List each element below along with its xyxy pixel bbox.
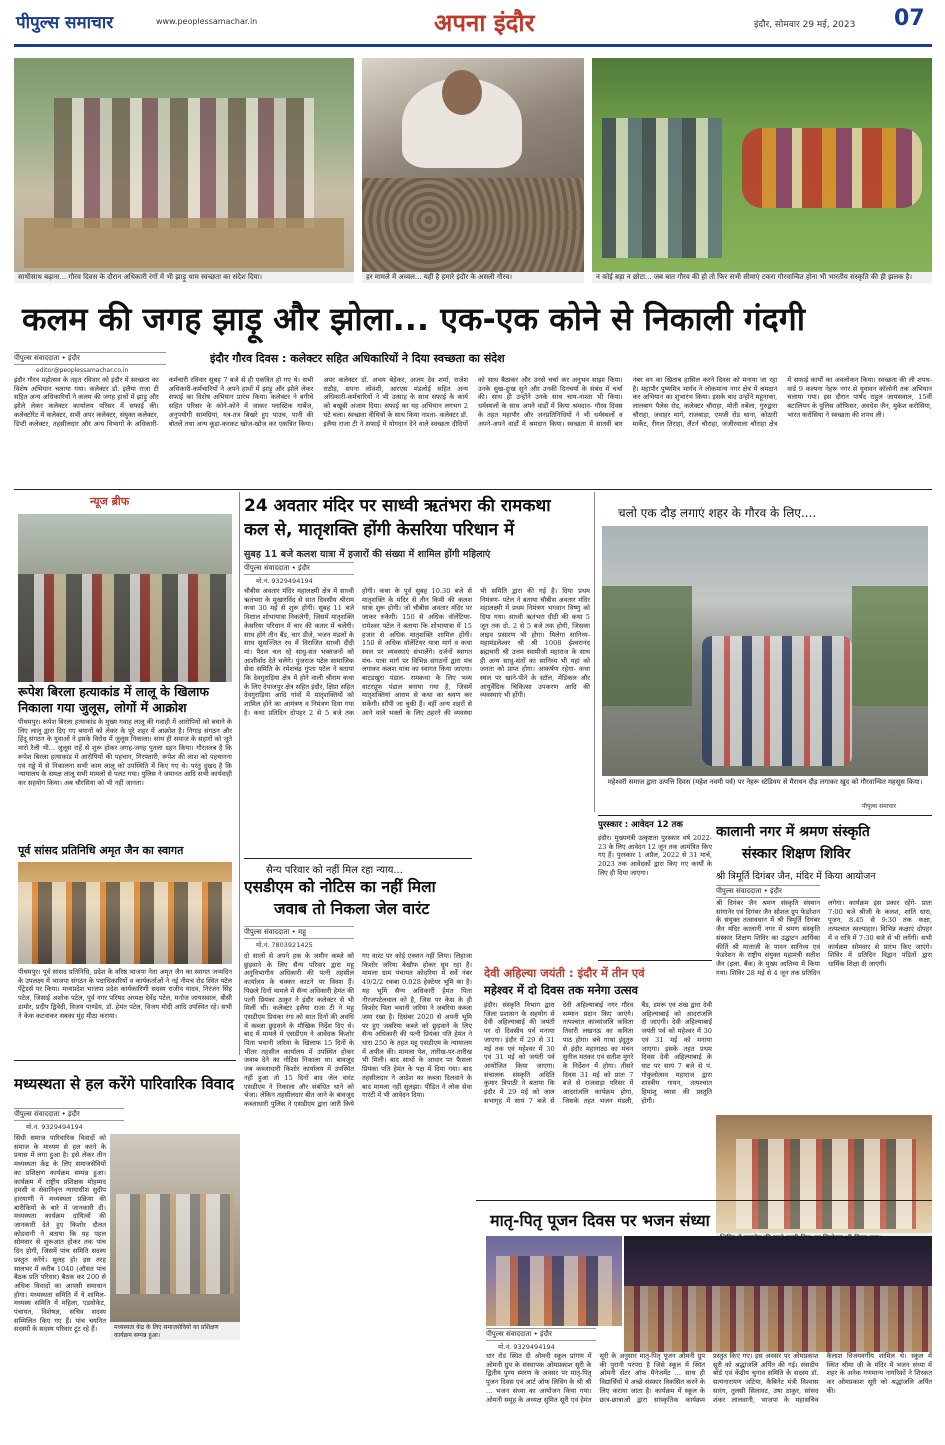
lead-byline: पीपुल्स संवाददाता • इंदौर xyxy=(14,352,166,365)
kalani-headline-1: कालानी नगर में श्रमण संस्कृति xyxy=(716,824,870,840)
mediation-top-rule xyxy=(14,1060,236,1061)
marathon-title: चलो एक दौड़ लगाएं शहर के गौरव के लिए.... xyxy=(618,506,817,520)
kalani-byline: पीपुल्स संवाददाता • इंदौर xyxy=(716,885,820,898)
photo-garbage-pickup xyxy=(362,58,584,283)
kalani-subhead: श्री त्रिमूर्ति दिगंबर जैन, मंदिर में किया आयोजन xyxy=(716,871,876,882)
ahilya-headline-1: देवी अहिल्या जयंती : इंदौर में तीन एवं xyxy=(484,966,645,980)
ahilya-story xyxy=(484,965,712,1197)
photo-bhajan-felicitation xyxy=(486,1236,622,1326)
photo-caption-1: साथीसाथ बढ़ाना... गौरव दिवस के दौरान अधिकारी रंगों में भी झाड़ू थाम स्वच्छता का संदेश दिया। xyxy=(14,272,354,283)
brief-body-2: पीथमपुर। पूर्व सांसद प्रतिनिधि, प्रदेश के वरिष्ठ भाजपा नेता अमृत जैन का स्वागत जन्मदिन के उपलक्ष्य में भाजपा संगठन के पदाधिकारियों व कार्यकर्ताओं ने नई नीमच रोड स्थित पटेल पेंट्रेडर्स पर किया। मध्यप्रदेश भाजपा प्रदेश कार्यकारिणी सदस्य राजीव यादव, निरंजन सिंह पटेल, जिसाई अशोक पटेल, पूर्व नगर परिषद अध्यक्ष देवेंद्र पटेल, मनोज जायसवाल, बीसी डामोर, प्रदीप द्विवेदी, विजय पाण्डेय, डॉ. हेमंत पटेल, विजय मोदी आदि उपस्थित रहे। सभी ने केक कटवाकर सबका मुंह मीठा कराया। xyxy=(18,968,232,1020)
award-headline: पुरस्कार : आवेदन 12 तक xyxy=(598,820,683,830)
brief-headline-1: रूपेश बिरला हत्याकांड में लालू के खिलाफ निकाला गया जुलूस, लोगों में आक्रोश xyxy=(18,684,209,715)
bhajan-headline: मातृ-पितृ पूजन दिवस पर भजन संध्या xyxy=(490,1211,710,1230)
photo-caption-2: हर मामले में अव्वल... यहीं है हमारे इंदौर के असली गौरव। xyxy=(362,272,584,283)
photo-marathon-run xyxy=(602,526,928,776)
kalani-headline-2: संस्कार शिक्षण शिविर xyxy=(742,846,851,862)
photo-collector-brooms xyxy=(14,58,354,283)
ramkatha-byline: पीपुल्स संवाददाता • इंदौर xyxy=(244,562,354,575)
brand-logo: पीपुल्स समाचार xyxy=(16,13,114,33)
col-rule-1 xyxy=(239,492,240,1055)
dateline: इंदौर, सोमवार 29 मई, 2023 xyxy=(754,20,856,30)
marathon-credit: पीपुल्स समाचार xyxy=(862,803,897,810)
bhajan-body: धार रोड स्थित दी ओमनी स्कूल प्रांगण में ओमनी ग्रुप के संस्थापक ओमप्रकाश सूरी के द्वितीय पुण्य स्मरण के अवसर पर मातृ-पितृ पूजन दिवस एवं आर्ट ऑफ लिविंग के श्री श्री ... भजन संध्या का आयोजन किया गया। ओमनी समूह के अध्यक्ष सुमित सूरी एवं हेमंत सूरी के अनुसार मातृ-पितृ पूजन ओमनी ग्रुप की पुरानी परंपरा है जिसे स्कूल में स्थित ओमनी सेंटर ऑफ मैनेजमेंट ... साथ ही विद्यार्थियों में अच्छे संस्कार विकसित करने के लिए कराया जाता है। कार्यक्रम में स्कूल के छात्र-छात्राओं द्वारा सांस्कृतिक कार्यक्रम प्रस्तुत किए गए। इस अवसर पर ओमप्रकाश सूरी को श्रद्धांजलि अर्पित की गई। संसदीय बोर्ड एवं केंद्रीय चुनाव समिति के सदस्य डॉ. सत्यनारायण जटिया, कैबिनेट मंत्री विश्वास सारंग, तुलसी सिलावट, उषा ठाकुर, सांसद शंकर लालवानी, भाजपा के महासचिव कैलाश विजयवर्गीय शामिल थे। स्कूल में स्थित श्रीमा जी के मंदिर में भजन संध्या में शहर के अनेक गणमान्य नागरिकों ने शिरकत कर ओमप्रकाश सूरी को श्रद्धांजलि अर्पित की। xyxy=(486,1352,932,1404)
sdm-story xyxy=(244,858,472,1438)
mediation-headline: मध्यस्थता से हल करेंगे पारिवारिक विवाद xyxy=(14,1075,234,1093)
photo-bhajan-sandhya xyxy=(624,1236,932,1352)
news-brief xyxy=(14,492,236,1055)
mediation-body: सिंधी समाज पारिवारिक विवादों को समाज के माध्यम से हल करने के प्रयास में लगा हुआ है। इसे लेकर तीन मध्यस्थता केंद्र के लिए समाजसेवियों का प्रशिक्षण कार्यक्रम सम्पन्न हुआ। कार्यक्रम में राष्ट्रीय प्रशिक्षक मोहम्मद हमसी व सेवानिवृत्त न्यायाधीश सुदीप हारयाणी ने मध्यस्थता प्रक्रिया की बारीकियों के बारे में जानकारी दी। मध्यस्थता कार्यक्रम दायित्वों की जानकारी देते हुए किशोर दौलत कोडवानी ने बताया कि यह पहल सोमवार से शुरूआत होकर तक पांच दिन होगी, जिसमें पांच समिति सदस्य प्रस्तुत करेंगे। सुलह हो। इस तरह सालभर में करीब 1040 (औसत पांच बैठक प्रति परिवार) बैठक कर 200 से अधिक विवादों का आपसी समाधान होगा। मध्यस्थता समिति में ये शामिल- मध्यस्थ समिति में महिला, एडवोकेट, पंचायत, विशेषज्ञ, सचिव सदस्य सम्मिलित किए गए हैं। पांच चयनित सदस्यों के सदस्य परिवार टूट रहे हैं। xyxy=(14,1134,106,1334)
masthead-rule xyxy=(14,44,932,47)
photo-breakfast-lawn xyxy=(592,58,932,283)
mediation-byline: पीपुल्स संवाददाता • इंदौर xyxy=(14,1108,124,1121)
bhajan-top-rule xyxy=(476,1200,932,1201)
photo-protest-march xyxy=(18,514,232,682)
page-number: 07 xyxy=(894,6,925,31)
ahilya-body: इंदौर। संस्कृति विभाग द्वारा जिला प्रशासन के सहयोग से देवी अहिल्याबाई की जयंती पर दो दिवसीय पर्व मनाया जाएगा। इंदौर में 29 से 31 मई तक एवं महेश्वर में 30 एवं 31 मई को जयंती पर्व आयोजित किया जाएगा। संचालक संस्कृति अदिति कुमार त्रिपाठी ने बताया कि इंदौर में 29 मई को जाल सभागृह में सायं 7 बजे से देवी अहिल्याबाई नगर गौरव सम्मान प्रदान किए जाएंगे। तत्पश्चात काव्यांजलि कविता तिवारी लखनऊ का कविता पाठ होगा। बचे गाथा इंदुतुरु से इंदौर महानाट्य का मंचन सुनील मतकर एवं सतीश मुंगरे के निर्देशन में होगा। तीसरे दिवस 31 मई को प्रातः 7 बजे से राजवाड़ा परिसर में आदरांजलि कार्यक्रम होगा, जिसके तहत भजन मंडली, बैंड, डमरू एवं शंख द्वारा देवी अहिल्याबाई को आदरांजलि दी जाएगी। देवी अहिल्याबाई जयंती पर्व को महेश्वर में 30 एवं 31 मई को मनाया जाएगा। इसके तहत प्रथम दिवस देवी अहिल्याबाई के घाट पर सायं 7 बजे से पं. गोकुलोत्सव महाराज द्वारा शास्त्रीय गायन, तत्पश्चात हिमांशु व्यास की प्रस्तुति होगी। xyxy=(484,1001,712,1105)
news-brief-tag: न्यूज ब्रीफ xyxy=(90,495,130,508)
kalani-story xyxy=(716,819,932,1113)
ahilya-headline-2: महेश्वर में दो दिवस तक मनेगा उत्सव xyxy=(484,983,639,997)
ramkatha-headline-2: कल से, मातृशक्ति होंगी केसरिया परिधान में xyxy=(244,520,515,540)
sdm-headline-2: जवाब तो निकला जेल वारंट xyxy=(274,900,430,918)
mediation-photo-caption: मध्यस्थता केंद्र के लिए समाजसेवियों का प्रशिक्षण कार्यक्रम सम्पन्न हुआ। xyxy=(110,1322,240,1340)
photo-mediation-training xyxy=(110,1134,240,1322)
mediation-mobile: मो.नं. 9329494194 xyxy=(26,1123,83,1131)
website-url[interactable]: www.peoplessamachar.in xyxy=(156,17,258,26)
kalani-body: श्री दिगंबर जैन श्रमण संस्कृति संस्थान सांगानेर एवं दिगंबर जैन सोशल ग्रुप फेडरेशन के संयुक्त तत्वावधान में श्री त्रिमूर्ति दिगंबर जैन मंदिर कालानी नगर में श्रमण संस्कृति संस्कार शिक्षण शिविर का उद्घाटन आर्यिका कीर्ति श्री माताजी के पावन सानिध्य एवं फेडरेशन के राष्ट्रीय संयुक्त महामंत्री सतीश जैन (इला. बैंक) के मुख्य आतिथ्य में किया गया। शिविर 28 मई से 4 जून तक प्रतिदिन लगेगा। कार्यक्रम इस प्रकार रहेंगे- प्रातः 7:00 बजे श्रीजी के कलश, शांति धारा, पूजन, 8.45 से 9:30 तक कक्षा, तत्पश्चात स्वल्पाहार। विभिन्न कक्षाएं दोपहर में व रात्रि में 7:30 बजे से भी लगेंगी। सभी कार्यक्रम सोमवार से प्रारंभ किए जाएंगे। शिविर में प्रतिदिन विद्वान पंडितों द्वारा धार्मिक शिक्षा दी जाएगी। xyxy=(716,899,932,977)
award-story xyxy=(598,819,712,959)
marathon-feature xyxy=(598,492,932,814)
lead-story xyxy=(14,290,932,486)
masthead xyxy=(0,0,945,56)
ramkatha-subhead: सुबह 11 बजे कलश यात्रा में हजारों की संख्या में शामिल होंगी महिलाएं xyxy=(244,549,491,560)
photo-amrit-jain-welcome xyxy=(18,862,232,964)
lead-subhead: इंदौर गौरव दिवस : कलेक्टर सहित अधिकारियों ने दिया स्वच्छता का संदेश xyxy=(210,352,505,365)
sdm-top-rule xyxy=(244,858,472,859)
ramkatha-story xyxy=(244,492,590,856)
sdm-byline: पीपुल्स संवाददाता • महू xyxy=(244,926,354,939)
marathon-caption: महेश्वरी समाज द्वारा उत्पत्ति दिवस (महेश नवमी पर्व) पर नेहरू स्टेडियम से मैराथन दौड़ लगाकर खुद को गौरवान्वित महसूस किया। xyxy=(607,778,923,786)
lead-email: editor@peoplessamachar.co.in xyxy=(36,367,129,374)
marathon-rule xyxy=(598,815,932,816)
sdm-headline-1: एसडीएम को नोटिस का नहीं मिला xyxy=(244,878,436,896)
col-rule-2 xyxy=(594,492,595,812)
section-title: अपना इंदौर xyxy=(434,9,535,37)
ramkatha-mobile: मो.नं. 9329494194 xyxy=(256,577,313,585)
lead-rule xyxy=(14,489,932,490)
sdm-mobile: मो.नं. 7803921425 xyxy=(256,941,313,949)
sdm-body: दो सालों से अपने हक के जमीन कब्जे को छुड़वाने के लिए सैन्य परिवार द्वारा महू अनुविभागीय अधिकारी की पत्नी तहसील कार्यालय के चक्कर काटने पर विवश हैं। पिछले दिनों मामले में सैन्य अधिकारी हेमंत की पत्नी प्रियंका ठाकुर ने इंदौर कलेक्टर से भी मिलीं थीं। कलेक्टर इलैया राजा टी ने महू एसडीएम प्रियंका रंगा को सात दिनों की अवधि में कब्जा छुड़वाने के मौखिक निर्देश दिए थे। बाद में मामले में एसडीएम ने आवेदक किशोर पिता भवानी जरिया के खिलाफ 15 दिनों के भीतर तहसील कार्यालय में उपस्थित होकर जवाब देने का नोटिस निकाला था। बावजूद जब कब्जाधारी किशोर कार्यालय में उपस्थित नहीं हुआ तो 15 दिनों बाद जेल वारंट एसडीएम ने निकाला और संबंधित थाने को भेजा। लेकिन तहसीलदार बीत जाने के बावजूद कब्जाधारी पुलिस ने एसडीएम द्वारा जारी किये गए वारंट पर कोई एक्शन नहीं लिया। लिहाजा किशोर जरिया बेखौफ होकर घूम रहा है। मामला ग्राम पंचायत कोदरिया में सर्वे नंबर 49/2/2 रकबा 0.028 हेक्टेयर भूमि का है। यह भूमि सैन्य अधिकारी हेमंत पिता नीरजपटेलवाल को है, जिस पर केस के ही किशोर पिता भवानी जरिया ने जबरिया कब्जा जमा रखा है। दिसंबर 2020 से अपनी भूमि पर हुए जबरिया कब्जे को छुड़वाने के लिए सैन्य अधिकारी की पत्नी प्रियंका पति हेमंत ने धारा 250 के तहत महू एसडीएम के न्यायालय में अपील की। मामला पेश, तारीख-पर-तारीख भी मिली। बाद साथों के आधार पर फैसला प्रियंका पति हेमंत के पक्ष में दिया गया। बाद तहसीलदार ने आदेश का कब्जा दिलवाने के बाद मामला नहीं सुलझा। पीड़ित ने लोक सेवा गारंटी में भी आवेदन दिया। xyxy=(244,952,472,1108)
photo-caption-3: न कोई बड़ा न छोटा... जब बात गौरव की हो तो फिर सभी सीमाएं टकरा गौरवान्वित होना भी भारतीय संस्कृति की ही झलक है। xyxy=(592,272,932,283)
lead-body: इंदौर गौरव महोत्सव के तहत रविवार को इंदौर में स्वच्छता का विशेष अभियान चलाया गया। कलेक्टर डॉ. इलैया राजा टी सहित अन्य अधिकारियों ने कलम की जगह हाथों में झाड़ू और झोले लेकर कलेक्टर कार्यालय परिसर में सफाई की। कलेक्टोरेट में कलेक्टर, सभी अपर कलेक्टर, संयुक्त कलेक्टर, डिप्टी कलेक्टर, तहसीलदार और अन्य विभागों के अधिकारी-कर्मचारी रविवार सुबह 7 बजे से ही एकत्रित हो गए थे। सभी अधिकारी-कर्मचारियों ने अपने हाथों में झाड़ू और झोले लेकर सफाई का विशेष अभियान प्रारंभ किया। कलेक्टर ने बगीचे सहित परिसर के कोने-कोने में जाकर प्लास्टिक गार्बेज, अनुपयोगी सामग्रियां, यत्र-तत्र बिखरे हुए पाउच, पानी की बोतलें तथा अन्य कूड़ा-करकट खोज-खोज कर एकत्रित किया। अपर कलेक्टर डॉ. अभय बेड़ेकर, अजय देव शर्मा, राजेश राठौड़, सपना लोवंशी, आरएस मंडलोई सहित अन्य अधिकारी-कर्मचारियों ने भी उत्साह के साथ सफाई के कार्य को बखूबी अंजाम दिया। सफाई का यह अभियान लगभग 2 घंटे चला। स्वच्छता वीथियों के साथ किया नाश्ता- कलेक्टर डॉ. इलैया राजा टी ने सफाई में योगदान देने वाले स्वच्छता दीदियों को साथ बैठाकर और उनसे चर्चा कर अनुभव साझा किया। उनके सुख-दुःख सुने और उनकी दिनचर्या के संबंध में चर्चा की। साथ ही उन्होंने उनके साथ चाय-नाश्ता भी किया। धर्मस्थलों के साथ अपने वार्डों में किया श्रमदान- गौरव दिवस के तहत महापौर और जनप्रतिनिधियों ने भी धर्मस्थलों व अपने-अपने वार्डों में श्रमदान किया। स्वच्छता में सातवीं बार नंबर वन का खिताब हासिल करने दिवस को मनाया जा रहा है। महापौर पुष्यमित्र भार्गव ने लोकमान्य नगर क्षेत्र में श्रमदान कर अभियान का शुभारंभ किया। इसके बाद उन्होंने महूनाका, लालबाग पैलेस रोड, कलेक्टर चौराहा, मोती तबेला, गुरुद्वारा चौराहा, जवाहर मार्ग, राजबाड़ा, एमजी रोड थाना, कोठारी मार्केट, रीगल तिराहा, लैंटर्न चौराहा, जंजीरवाला चौराहा क्षेत्र में सफाई कार्यों का अवलोकन किया। स्वच्छता की ली शपथ- वार्ड 9 कल्पना नेहरू नगर से युवावन कॉलोनी तक अभियान चलाया गया। इस दौरान पार्षद राहुल जायसवाल, 15वीं बटालियन के पुलिस ऑफिसर, अवधेश जैन, मुकेश करोसिया, भारत करोसिया ने स्वच्छता की शपथ ली। xyxy=(14,376,932,428)
sdm-kicker: सैन्य परिवार को नहीं मिल रहा न्याय... xyxy=(266,865,403,876)
bhajan-byline: पीपुल्स संवाददाता • इंदौर xyxy=(486,1328,596,1341)
bhajan-mobile: मो.नं. 9329494194 xyxy=(498,1343,555,1351)
brief-headline-2: पूर्व सांसद प्रतिनिधि अमृत जैन का स्वागत xyxy=(18,844,184,857)
ramkatha-body: चौबीस अवतार मंदिर महालक्ष्मी क्षेत्र में साध्वी ऋतंभरा के मुखारविंद से सात दिवसीय श्रीराम कथा 30 मई से शुरू होगी। सुबह 11 बजे विशाल शोभायात्रा निकलेगी, जिसमें मातृशक्ति केसरिया परिधान में चार की कतार में चलेंगी। साथ होंगे तीन बैंड, चार डीजे, भजन मंडलों के साथ सुसज्जित रथ में विराजित साध्वी दीदी मां। पैदल चल रहे साधु-संत भक्तजनों को आशीर्वाद देते चलेंगे। पुंजराज पटेल सामाजिक सेवा समिति के रमेशचंद्र गुप्ता पटेल ने बताया कि देवगुराड़िया क्षेत्र में होने वाली श्रीराम कथा के लिए देपालपुर क्षेत्र सहित इंदौर, क्षिप्रा सहित देवगुराड़िया आदि गांवों में मातृशक्तियों को शामिल होने का आमंत्रण व निमंत्रण दिया गया है। कथा प्रतिदिन दोपहर 2 से 5 बजे तक होगी। कथा के पूर्व सुबह 10.30 बजे से मातृशक्ति के मंदिर से तीन किमी की कलश यात्रा शुरू होगी। जो चौबीस अवतार मंदिर पर जाकर रुकेगी। 150 से अधिक वॉलेंटियर- रामेश्वर पटेल ने बताया कि शोभायात्रा में 15 हजार से अधिक मातृशक्ति शामिल होंगी। 150 से अधिक वॉलेंटियर यात्रा मार्ग व कथा स्थल पर व्यवस्थाएं संभालेंगे। दर्जनों स्वागत मंच- यात्रा मार्ग पर विभिन्न संगठनों द्वारा मंच लगाकर कलश यात्रा का स्वागत किया जाएगा। बाटडखुरा पंडाल- रामकथा के लिए भव्य वाटरप्रूफ पंडाल बनाया गया है, जिसमें मातृशक्तियां आराम से कथा का श्रवण कर सकेंगी। सौंपी जा चुकी हैं। वहीं अन्य शहरों से आने वाले भक्तों के लिए ठहरने की व्यवस्था भी समिति द्वारा की गई है। दिया प्रथम निमंत्रण- पटेल ने बताया चौबीस अवतार मंदिर महालक्ष्मी में प्रथम निमंत्रण भगवान विष्णु को दिया गया। साध्वी ऋतंभरा दीदी की कथा 5 जून तक दो. 2 से 5 बजे तक होगी, जिसका लाइव प्रसारण भी होगा। मिलेगा सानिध्य- महामंडलेश्वर श्री श्री 1008 ईश्वरानंद ब्रह्मचारी श्री उत्तम स्वामीजी महाराज के साथ ही अन्य साधु-संतों का सानिध्य भी यहां को जनता को प्राप्त होगा। आकर्षण रहेगा- कथा स्थल पर खाने-पीने के स्टॉल, मेडिकल और आयुर्वेदिक चिकित्सा उपकरण आदि की व्यवस्थाएं भी होंगी। xyxy=(244,587,590,717)
award-body: इंदौर। मुख्यमंत्री उत्कृष्टता पुरस्कार वर्ष 2022-23 के लिए आवेदन 12 जून तक आमंत्रित किए गए हैं। पुरस्कार 1 अप्रैल, 2022 से 31 मार्च, 2023 तक आवेदकों द्वारा किए गए कार्यों के लिए ही दिया जाएगा। xyxy=(598,834,712,877)
award-rule xyxy=(598,960,712,961)
lead-headline: कलम की जगह झाड़ू और झोला... एक-एक कोने से निकाली गंदगी xyxy=(22,300,806,338)
brief-body-1: पीथमपुर। रूपेश बिरला हत्याकांड के मुख्य गवाह लालू की गवाही में आरोपियों को बचाने के लिए लालू द्वारा दिए गए बयानों को लेकर के पूरे शहर में आक्रोश है। निगाड़ संगठन और हिंदू संगठन के युवाओं ने इसके विरोध में जुलूस निकाला। साथ ही समाज के सहारों को जूते मारो रैली भी... जुलूस राहें से शुरू होकर जगह-जगह पुतला दहन किया। गौरतलब है कि रूपेश बिरला हत्याकांड में आरोपियों की पहचान, गिरफ्तारी, रूपेश की लाश को पहचानना एवं गड्ढे में से निकालना सभी काम लालू को उपस्थिति में किए गए थे। परंतु दुखद है कि न्यायालय के समक्ष लालू सभी मामलों से पलट गया। पुलिस ने जमानत आदि सभी कार्यवाही कर सहयोग किया। अब चौरसिया को भी नहीं जानता। xyxy=(18,718,232,787)
ramkatha-headline-1: 24 अवतार मंदिर पर साध्वी ऋतंभरा की रामकथा xyxy=(244,496,551,516)
